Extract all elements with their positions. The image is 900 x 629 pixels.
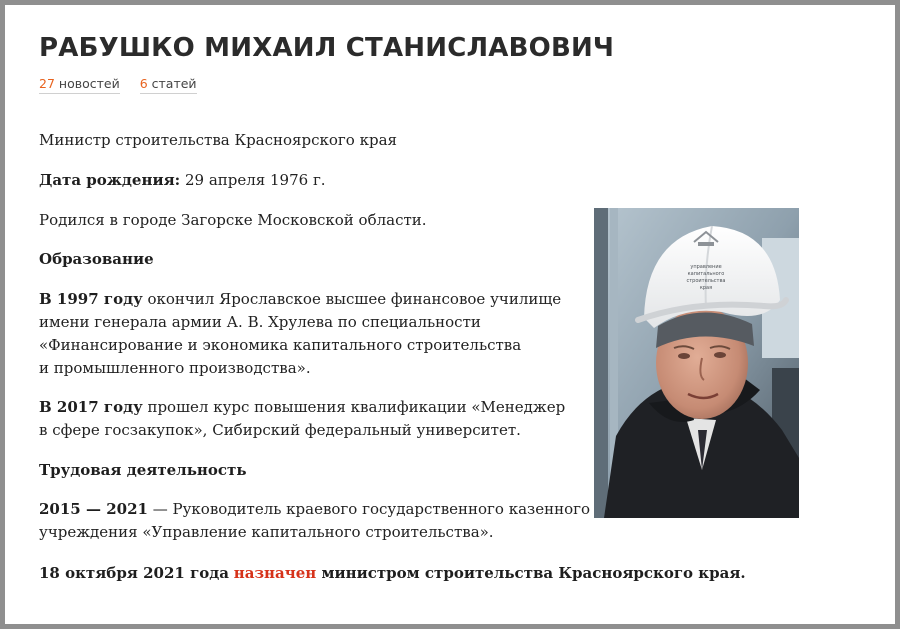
- portrait-photo: [594, 208, 799, 518]
- birth-date-value: 29 апреля 1976 г.: [180, 171, 326, 189]
- birthplace-text: Родился в городе Загорске Московской области.: [39, 211, 427, 229]
- edu1-line2: имени генерала армии А. В. Хрулева по специальности: [39, 313, 481, 331]
- appointment-link[interactable]: назначен: [233, 564, 317, 582]
- work-heading-text: Трудовая деятельность: [39, 461, 247, 479]
- news-label: новостей: [58, 76, 120, 91]
- edu2-year: В 2017 году: [39, 398, 143, 416]
- appointment-rest: министром строительства Красноярского края.: [316, 564, 746, 582]
- helmet-text-2: капитального: [687, 271, 725, 277]
- helmet-text-4: края: [699, 285, 713, 291]
- publication-stats: [39, 76, 217, 94]
- edu1-line4: и промышленного производства».: [39, 359, 311, 377]
- edu1-year: В 1997 году: [39, 290, 143, 308]
- edu1-line3: «Финансирование и экономика капитального строительства: [39, 336, 522, 354]
- page-title: РАБУШКО МИХАИЛ СТАНИСЛАВОВИЧ: [39, 33, 615, 63]
- education-1997: [39, 288, 561, 380]
- news-count: 27: [39, 76, 55, 91]
- work1-period: 2015 — 2021: [39, 500, 148, 518]
- news-count-link[interactable]: [39, 76, 120, 94]
- work1-line1: — Руководитель краевого государственного казенного: [147, 500, 590, 518]
- education-2017: [39, 396, 565, 442]
- work-2015-2021: [39, 498, 590, 544]
- edu2-line2: в сфере госзакупок», Сибирский федеральный университет.: [39, 421, 521, 439]
- edu1-line1: окончил Ярославское высшее финансовое училище: [142, 290, 562, 308]
- position-text: Министр строительства Красноярского края: [39, 131, 397, 149]
- work-heading: [39, 459, 247, 482]
- education-heading: [39, 248, 154, 271]
- birth-date-label: Дата рождения:: [39, 171, 181, 189]
- profile-page: [5, 5, 895, 624]
- education-heading-text: Образование: [39, 250, 154, 268]
- articles-count: 6: [139, 76, 148, 91]
- articles-count-link[interactable]: [140, 76, 197, 94]
- appointment-date: 18 октября 2021 года: [39, 564, 229, 582]
- birth-date: [39, 169, 326, 192]
- work1-line2: учреждения «Управление капитального строительства».: [39, 523, 494, 541]
- articles-label: статей: [151, 76, 197, 91]
- edu2-line1: прошел курс повышения квалификации «Менеджер: [142, 398, 566, 416]
- helmet-text-3: строительства: [686, 278, 726, 284]
- helmet-text-1: управление: [690, 264, 722, 270]
- appointment-text: [39, 562, 746, 585]
